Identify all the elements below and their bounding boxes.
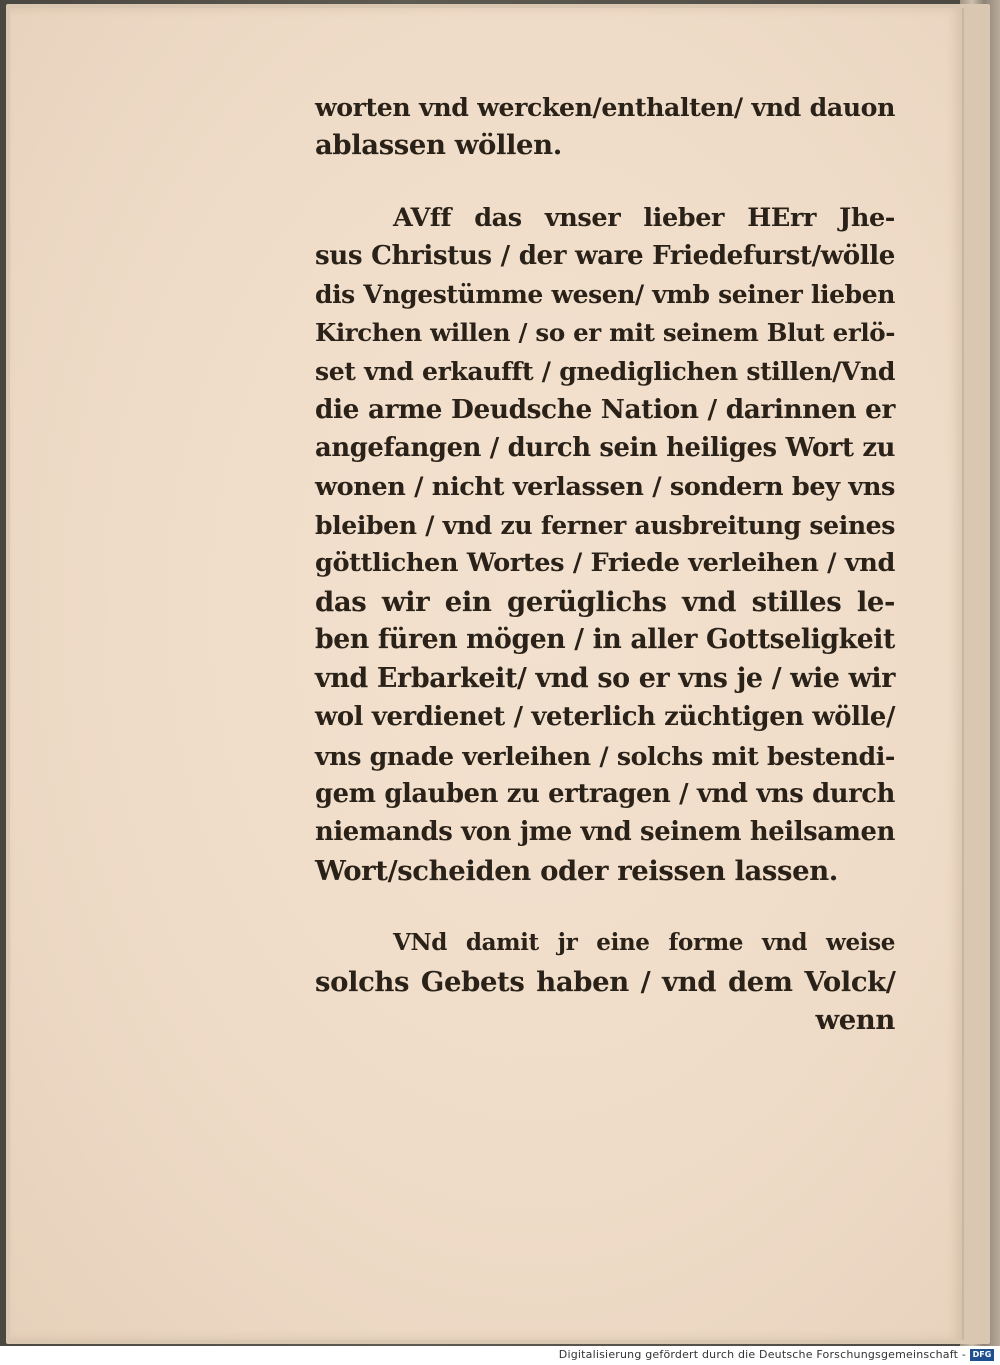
text-line: angefangen / durch sein heiliges Wort zu: [315, 433, 895, 464]
text-line: solchs Gebets haben / vnd dem Volck/: [315, 965, 896, 998]
text-line: niemands von jme vnd seinem heilsamen: [315, 817, 895, 848]
text-line: Wort/scheiden oder reissen lassen.: [315, 854, 838, 887]
paragraph-2: [315, 199, 895, 890]
paragraph-1: [315, 88, 895, 165]
text-line: das wir ein gerüglichs vnd stilles le-: [315, 585, 895, 618]
text-line: VNd damit jr eine forme vnd weise: [393, 929, 895, 957]
footer-bar: [0, 1346, 1000, 1365]
text-line: ben füren mögen / in aller Gottseligkeit: [315, 624, 895, 656]
text-line: worten vnd wercken/enthalten/ vnd dauon: [315, 92, 895, 122]
text-line: wol verdienet / veterlich züchtigen wölle/: [315, 702, 895, 733]
catchword: wenn: [815, 1003, 895, 1036]
text-line: Kirchen willen / so er mit seinem Blut erlö-: [315, 318, 895, 348]
paragraph-3: [315, 924, 895, 1001]
text-line: sus Christus / der ware Friedefurst/wölle: [315, 240, 895, 272]
text-line: göttlichen Wortes / Friede verleihen / vnd: [315, 548, 895, 579]
text-line: ablassen wöllen.: [315, 129, 562, 162]
text-line: vns gnade verleihen / solchs mit bestendi-: [315, 740, 895, 771]
text-line: die arme Deudsche Nation / darinnen er: [315, 393, 895, 425]
text-line: wonen / nicht verlassen / sondern bey vns: [315, 471, 895, 502]
book-page: [10, 8, 964, 1340]
text-line: AVff das vnser lieber HErr Jhe-: [393, 202, 895, 233]
text-line: bleiben / vnd zu ferner ausbreitung seines: [315, 510, 895, 541]
funding-credit: Digitalisierung gefördert durch die Deutsche Forschungsgemeinschaft -: [558, 1348, 966, 1361]
text-line: set vnd erkaufft / gnediglichen stillen/Vnd: [315, 356, 895, 387]
text-line: vnd Erbarkeit/ vnd so er vns je / wie wir: [315, 662, 895, 694]
text-line: gem glauben zu ertragen / vnd vns durch: [315, 778, 895, 809]
text-line: dis Vngestümme wesen/ vmb seiner lieben: [315, 279, 895, 309]
dfg-logo-icon: DFG: [970, 1349, 994, 1361]
page-text-block: [315, 88, 895, 1039]
